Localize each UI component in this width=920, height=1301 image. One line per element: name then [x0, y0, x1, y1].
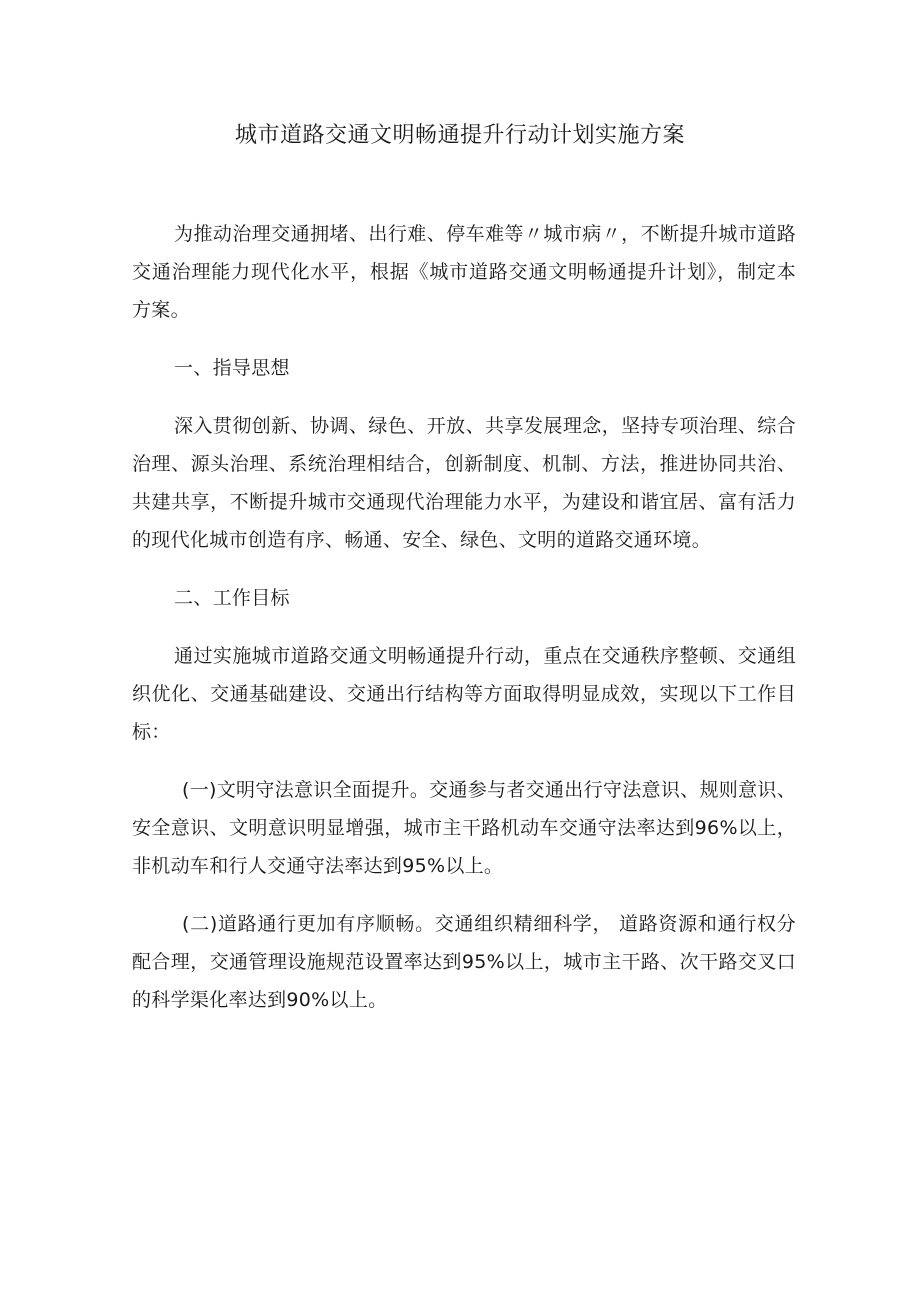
section-1-heading: 一、指导思想: [174, 357, 290, 379]
intro-paragraph: 为推动治理交通拥堵、出行难、停车难等〃城市病〃，不断提升城市道路交通治理能力现代化水平，根据《城市道路交通文明畅通提升计划》，制定本方案。: [132, 223, 796, 321]
goal-item-2: (二)道路通行更加有序顺畅。交通组织精细科学， 道路资源和通行权分配合理，交通管理设施规范设置率达到95%以上，城市主干路、次干路交叉口的科学渠化率达到90%以上。: [132, 913, 796, 1011]
section-2-paragraph: 通过实施城市道路交通文明畅通提升行动，重点在交通秩序整顿、交通组织优化、交通基础建设、交通出行结构等方面取得明显成效，实现以下工作目标：: [132, 645, 796, 743]
document-body: [132, 215, 796, 1019]
section-1-paragraph: 深入贯彻创新、协调、绿色、开放、共享发展理念，坚持专项治理、综合治理、源头治理、系统治理相结合，创新制度、机制、方法，推进协同共治、共建共享，不断提升城市交通现代治理能力水平，为建设和谐宜居、富有活力的现代化城市创造有序、畅通、安全、绿色、文明的道路交通环境。: [132, 415, 796, 551]
section-2-heading: 二、工作目标: [174, 587, 290, 609]
goal-item-1: (一)文明守法意识全面提升。交通参与者交通出行守法意识、规则意识、安全意识、文明意识明显增强，城市主干路机动车交通守法率达到96%以上，非机动车和行人交通守法率达到95%以上。: [132, 779, 796, 877]
document-title: 城市道路交通文明畅通提升行动计划实施方案: [234, 123, 685, 148]
